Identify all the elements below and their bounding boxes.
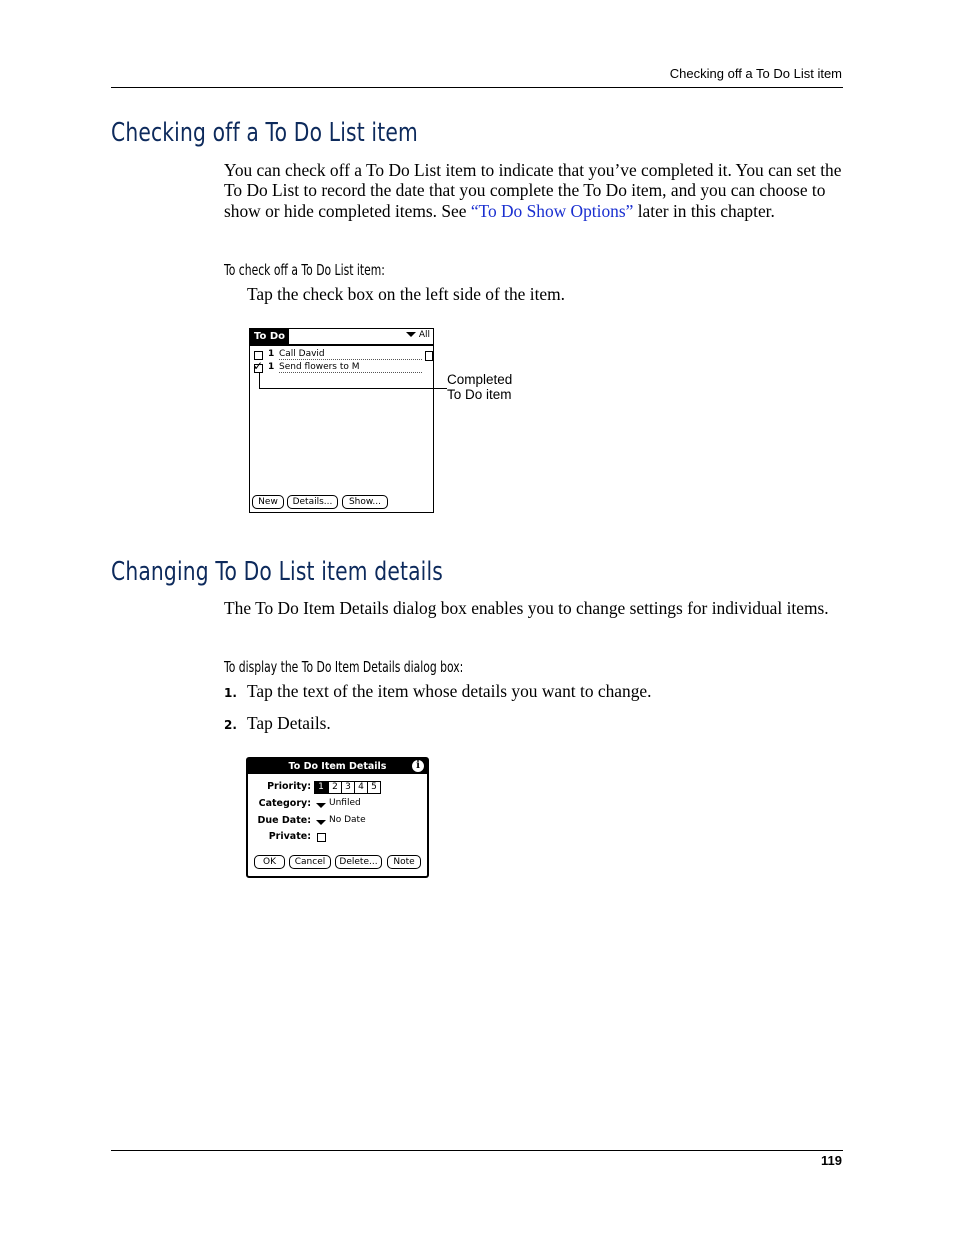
category-dropdown-icon — [406, 332, 416, 337]
todo-item-text[interactable]: Send flowers to M — [279, 362, 422, 373]
header-rule — [111, 87, 843, 88]
checkmark-icon: ✓ — [253, 359, 264, 373]
priority-label: Priority: — [267, 781, 311, 792]
priority-option-2[interactable]: 2 — [328, 781, 342, 794]
to-do-show-options-link[interactable]: “To Do Show Options” — [470, 200, 634, 221]
info-icon[interactable]: i — [412, 760, 424, 772]
category-label: All — [418, 330, 430, 340]
priority-option-3[interactable]: 3 — [341, 781, 355, 794]
item-priority: 1 — [268, 349, 275, 359]
completed-item-callout — [447, 372, 512, 402]
category-dropdown-icon[interactable] — [316, 803, 326, 808]
category-picker[interactable] — [406, 330, 430, 340]
todo-list-screenshot — [249, 328, 434, 513]
paragraph-text-before-link: You can check off a To Do List item to indicate that you’ve completed it. You can set the To Do List to record the date that you complete the To Do item, and you can choose to show or hide completed items. See — [224, 160, 842, 221]
procedure-title-display-details: To display the To Do Item Details dialog box: — [224, 658, 464, 676]
step-number: 2. — [224, 718, 237, 732]
callout-line-2: To Do item — [447, 387, 512, 402]
page-number: 119 — [821, 1153, 842, 1168]
running-header: Checking off a To Do List item — [669, 66, 842, 81]
procedure-title-check-off: To check off a To Do List item: — [224, 261, 385, 279]
todo-item-details-dialog — [246, 757, 429, 878]
note-icon[interactable] — [425, 351, 433, 361]
step-text: Tap Details. — [247, 713, 331, 733]
category-value[interactable]: Unfiled — [329, 798, 361, 808]
private-checkbox[interactable] — [317, 833, 326, 842]
callout-line-vertical — [259, 373, 260, 388]
step-text: Tap the text of the item whose details you want to change. — [247, 681, 652, 701]
footer-rule — [111, 1150, 843, 1151]
section2-paragraph: The To Do Item Details dialog box enables you to change settings for individual items. — [224, 598, 829, 618]
priority-option-5[interactable]: 5 — [367, 781, 381, 794]
paragraph-text-after-link: later in this chapter. — [633, 200, 775, 221]
due-date-dropdown-icon[interactable] — [316, 820, 326, 825]
step-number: 1. — [224, 686, 237, 700]
priority-option-4[interactable]: 4 — [354, 781, 368, 794]
due-date-label: Due Date: — [257, 815, 311, 826]
dialog-title: To Do Item Details — [248, 759, 427, 774]
section-heading-checking-off: Checking off a To Do List item — [111, 118, 418, 148]
show-button[interactable]: Show... — [342, 495, 388, 509]
ok-button[interactable]: OK — [254, 855, 285, 869]
private-label: Private: — [268, 831, 311, 842]
check-off-step-text: Tap the check box on the left side of the item. — [247, 284, 565, 304]
todo-title: To Do — [250, 329, 289, 345]
callout-line-1: Completed — [447, 372, 513, 387]
priority-option-1[interactable]: 1 — [314, 781, 328, 794]
note-button[interactable]: Note — [387, 855, 421, 869]
delete-button[interactable]: Delete... — [335, 855, 382, 869]
callout-line-horizontal — [259, 388, 447, 389]
item-priority: 1 — [268, 362, 275, 372]
section1-paragraph — [224, 160, 842, 221]
category-label: Category: — [258, 798, 311, 809]
section-heading-changing-details: Changing To Do List item details — [111, 557, 443, 587]
new-button[interactable]: New — [252, 495, 284, 509]
cancel-button[interactable]: Cancel — [289, 855, 331, 869]
details-button[interactable]: Details... — [287, 495, 338, 509]
todo-item-text[interactable]: Call David — [279, 349, 422, 360]
due-date-value[interactable]: No Date — [329, 815, 366, 825]
title-underline — [250, 344, 433, 346]
